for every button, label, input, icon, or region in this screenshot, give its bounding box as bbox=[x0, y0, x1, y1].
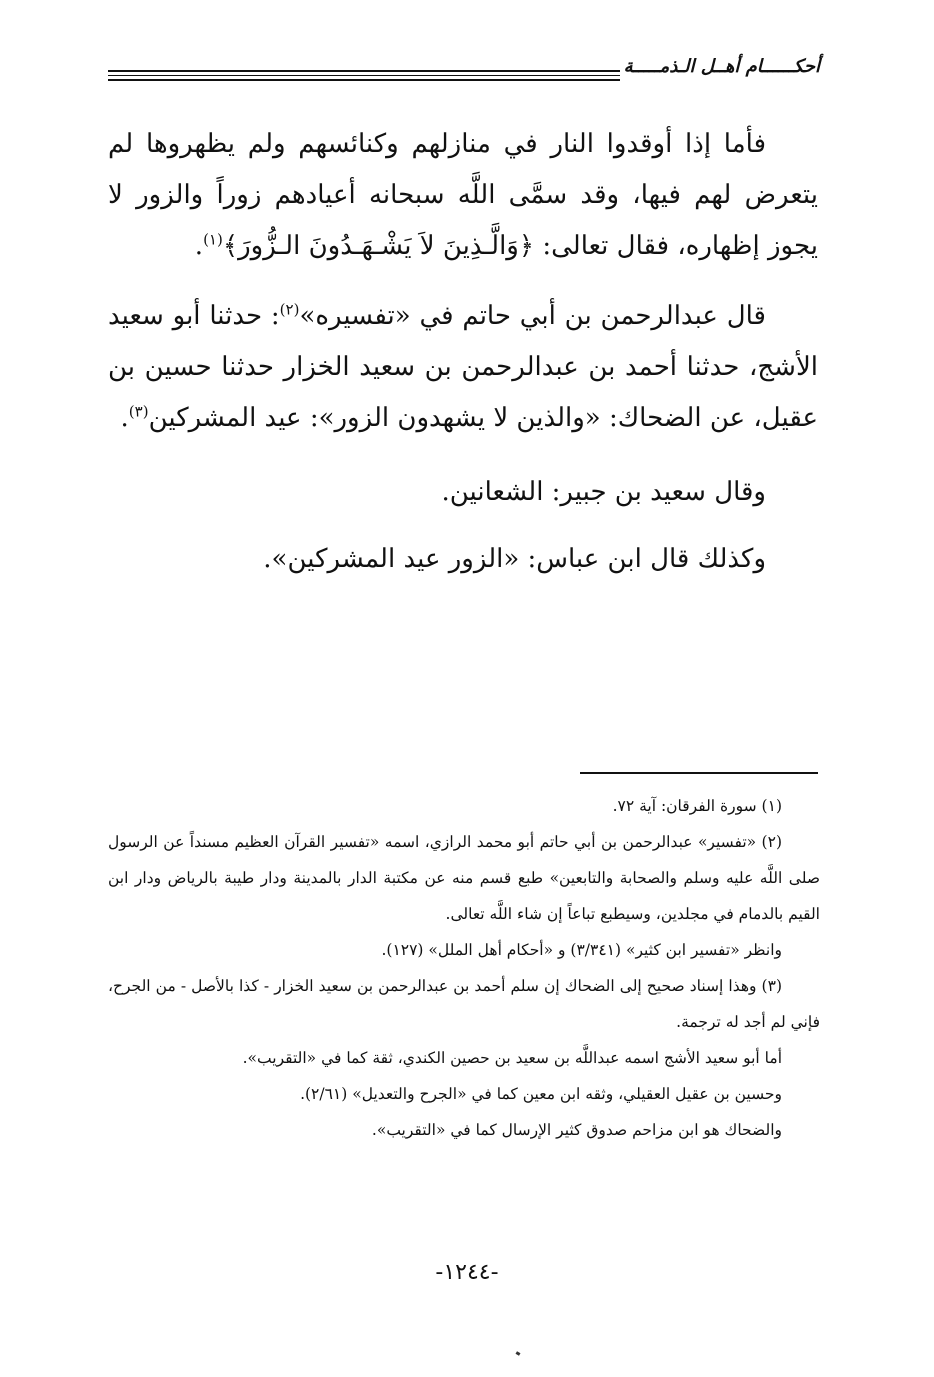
footnote-2-continued: وانظر «تفسير ابن كثير» (٣/٣٤١) و «أحكام أهل الملل» (١٢٧). bbox=[381, 941, 782, 959]
header-rule bbox=[108, 70, 620, 81]
footnote-ref-3[interactable]: (٣) bbox=[128, 402, 149, 421]
footnote-2: (٢) «تفسير» عبدالرحمن بن أبي حاتم أبو محمد الرازي، اسمه «تفسير القرآن العظيم مسنداً عن الرسول صلى اللَّه عليه وسلم والصحابة والتابعين» طبع قسم منه عن مكتبة الدار بالمدينة ودار طيبة بالرياض ودار ابن القيم بالدمام في مجلدين، وسيطبع تباعاً إن شاء اللَّه تعالى. bbox=[108, 833, 820, 923]
scan-speck bbox=[516, 1351, 521, 1356]
paragraph-2-text: قال عبدالرحمن بن أبي حاتم في «تفسيره» bbox=[299, 301, 766, 331]
footnote-3-continued-3: والضحاك هو ابن مزاحم صدوق كثير الإرسال كما في «التقريب». bbox=[371, 1121, 782, 1139]
paragraph-3-text: وقال سعيد بن جبير: الشعانين. bbox=[441, 477, 766, 507]
footnote-3-continued-1: أما أبو سعيد الأشج اسمه عبداللَّه بن سعيد بن حصين الكندي، ثقة كما في «التقريب». bbox=[242, 1049, 782, 1067]
paragraph-2-text-b: : حدثنا أبو سعيد الأشج، حدثنا أحمد بن عبدالرحمن بن سعيد الخزار حدثنا حسين بن عقيل، عن الضحاك: «والذين لا يشهدون الزور»: عيد المشركين bbox=[108, 301, 818, 433]
paragraph-4-text: وكذلك قال ابن عباس: «الزور عيد المشركين». bbox=[263, 544, 766, 574]
paragraph-3 bbox=[108, 467, 818, 518]
footnote-ref-2[interactable]: (٢) bbox=[279, 300, 300, 319]
footnote-3-continued-2: وحسين بن عقيل العقيلي، وثقه ابن معين كما في «الجرح والتعديل» (٢/٦١). bbox=[300, 1085, 782, 1103]
paragraph-1-text: فأما إذا أوقدوا النار في منازلهم وكنائسهم ولم يظهروها لم يتعرض لهم فيها، وقد سمَّى اللَّه سبحانه أعيادهم زوراً والزور لا يجوز إظهاره، فقال تعالى: ﴿وَالَّـذِينَ لاَ يَشْـهَـدُونَ الـزُّورَ﴾ bbox=[108, 129, 818, 261]
paragraph-2-end: . bbox=[120, 403, 129, 433]
paragraph-1 bbox=[108, 119, 818, 272]
footnote-ref-1[interactable]: (١) bbox=[203, 230, 223, 249]
footnotes-section bbox=[108, 788, 820, 1148]
paragraph-1-end: . bbox=[194, 231, 204, 261]
footnote-1: (١) سورة الفرقان: آية ٧٢. bbox=[612, 797, 782, 815]
footnote-separator bbox=[580, 772, 818, 774]
footnote-3: (٣) وهذا إسناد صحيح إلى الضحاك إن سلم أحمد بن عبدالرحمن بن سعيد الخزار - كذا بالأصل - من الجرح، فإني لم أجد له ترجمة. bbox=[108, 977, 820, 1031]
paragraph-4 bbox=[108, 534, 818, 585]
page-number: -١٢٤٤- bbox=[435, 1260, 499, 1285]
paragraph-2 bbox=[108, 291, 818, 444]
running-header-title: أحكــــــام أهــل الـذمـــــة bbox=[623, 56, 820, 77]
